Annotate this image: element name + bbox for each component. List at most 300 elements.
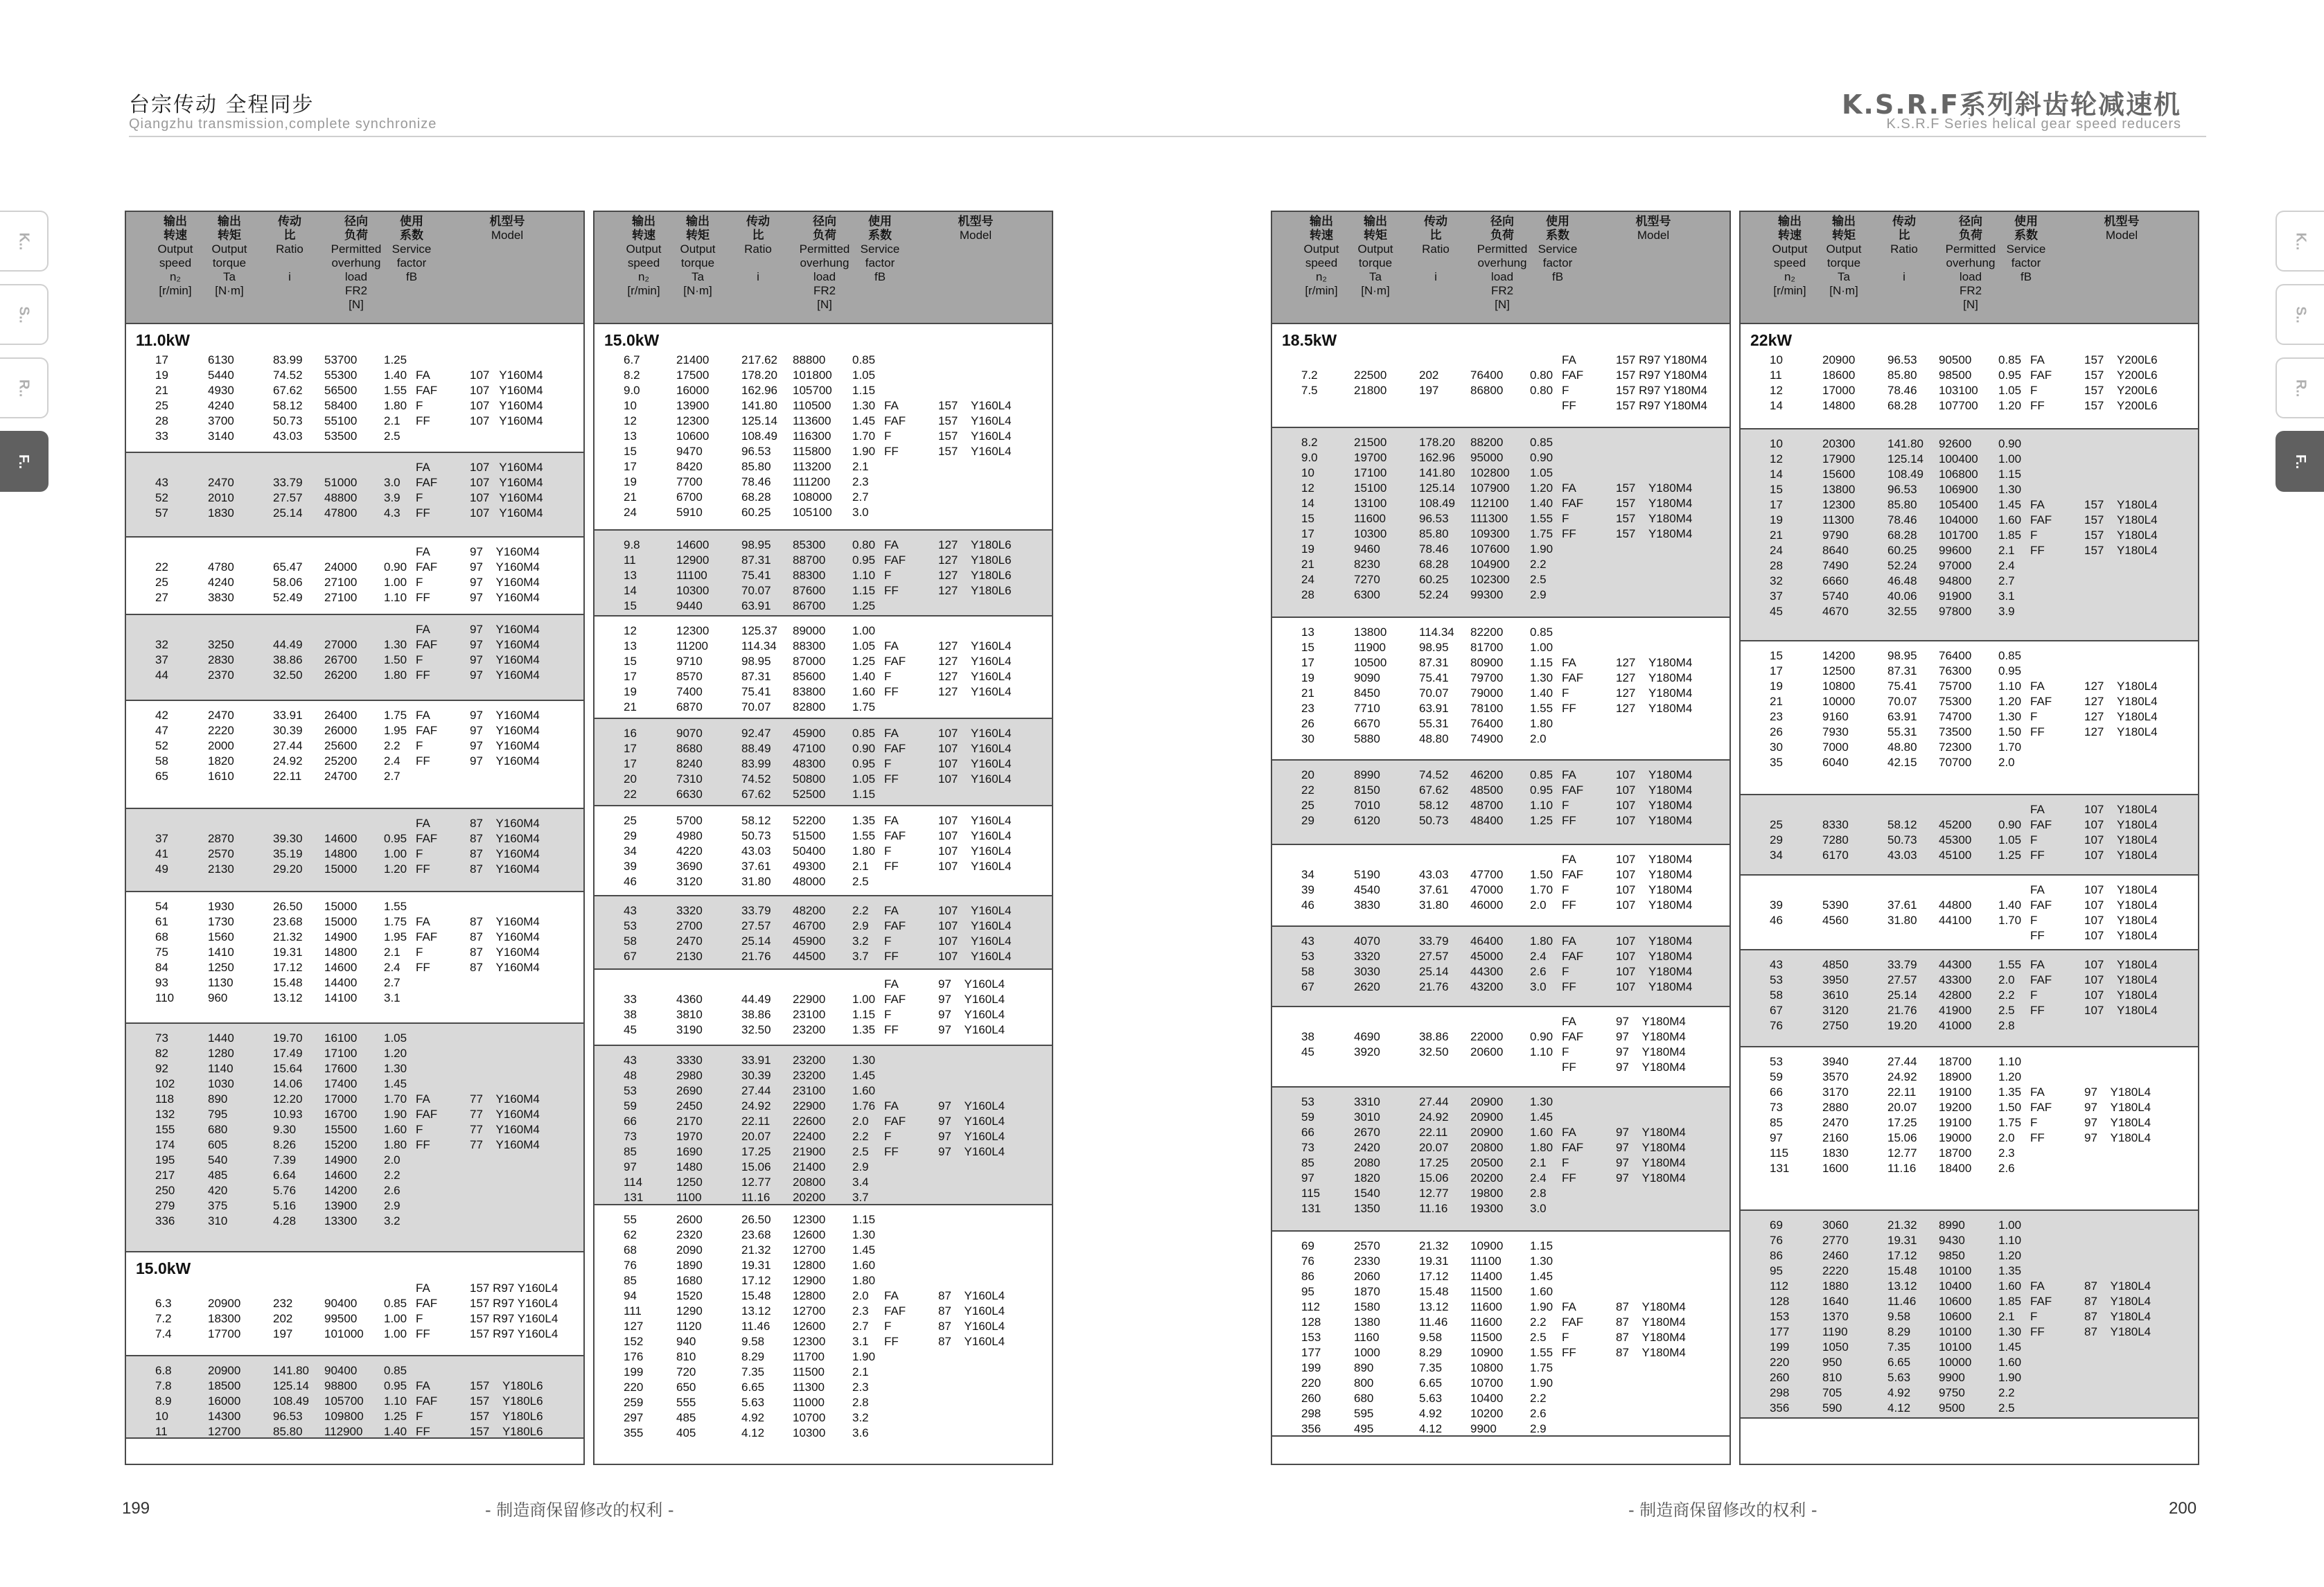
table-row <box>1741 467 2198 482</box>
table-cell: 2.9 <box>852 1160 869 1173</box>
table-cell: 14600 <box>324 1169 358 1182</box>
table-cell: 20900 <box>1470 1110 1504 1124</box>
table-cell: 162.96 <box>741 384 777 397</box>
table-cell: 540 <box>208 1153 228 1167</box>
table-cell: FAF <box>416 1394 438 1408</box>
table-cell: 47 <box>155 724 168 737</box>
table-cell: 107 Y160L4 <box>938 814 1012 827</box>
table-cell: 127 Y180M4 <box>1616 702 1693 715</box>
table-cell: 48800 <box>324 491 358 504</box>
table-cell: 1.40 <box>384 369 407 382</box>
table-cell: 10100 <box>1939 1325 1972 1338</box>
table-cell: 18400 <box>1939 1162 1972 1175</box>
table-cell: 45000 <box>1470 950 1504 963</box>
table-cell: 87 Y160M4 <box>470 930 540 943</box>
table-cell: 10400 <box>1939 1279 1972 1293</box>
table-row <box>595 1007 1052 1022</box>
table-cell: 890 <box>1354 1361 1374 1374</box>
table-cell: 39.30 <box>273 832 303 845</box>
table-cell: 78.46 <box>741 475 771 488</box>
table-cell: 6.64 <box>273 1169 297 1182</box>
table-cell: 97 Y160M4 <box>470 739 540 752</box>
table-cell: 2.3 <box>1998 1146 2015 1160</box>
table-row <box>1741 543 2198 558</box>
table-cell: 157 R97 Y180M4 <box>1616 384 1708 397</box>
table-cell: FAF <box>1562 783 1584 797</box>
column-header <box>387 215 437 284</box>
table-cell: 1.55 <box>384 900 407 913</box>
table-cell: 17.25 <box>1887 1116 1917 1129</box>
table-row <box>1272 934 1729 949</box>
column-header-en: Ratio i <box>1890 242 1918 283</box>
table-cell: 1560 <box>208 930 234 943</box>
table-cell: 88.49 <box>741 742 771 755</box>
table-cell: 4240 <box>208 399 234 412</box>
table-cell: 87 Y160M4 <box>470 915 540 928</box>
table-cell: 4690 <box>1354 1030 1380 1043</box>
table-cell: 85600 <box>793 670 826 683</box>
table-cell: 46 <box>624 875 637 888</box>
table-cell: 2.1 <box>852 1365 869 1378</box>
table-cell: 4540 <box>1354 883 1380 896</box>
table-row <box>1272 1140 1729 1155</box>
table-cell: 4.92 <box>1419 1407 1443 1420</box>
table-cell: 11500 <box>1470 1331 1503 1344</box>
table-cell: 21.32 <box>1419 1239 1449 1252</box>
table-cell: 50.73 <box>273 414 303 427</box>
table-cell: 55 <box>624 1213 637 1226</box>
table-cell: 5740 <box>1822 589 1849 603</box>
table-cell: 27000 <box>324 638 358 651</box>
column-header-cn: 输出 转速 <box>632 215 655 242</box>
table-cell: 11.46 <box>741 1320 771 1333</box>
table-cell: FF <box>2030 1131 2045 1144</box>
table-cell: 5700 <box>676 814 703 827</box>
power-group <box>126 1024 583 1252</box>
table-cell: 97 Y160L4 <box>938 993 1005 1006</box>
column-header <box>1883 215 1925 284</box>
table-cell: 199 <box>1770 1340 1790 1354</box>
column-header-en: Output speed n₂ [r/min] <box>1303 242 1339 297</box>
table-cell: 14 <box>624 584 637 597</box>
table-cell: 1.80 <box>384 399 407 412</box>
table-cell: FA <box>884 814 899 827</box>
table-cell: 11 <box>624 553 636 567</box>
table-cell: 177 <box>1301 1346 1321 1359</box>
table-cell: 1.20 <box>1530 481 1553 495</box>
table-cell: 1.75 <box>852 700 876 713</box>
table-cell: 22 <box>624 788 637 801</box>
table-cell: 97000 <box>1939 559 1972 572</box>
table-cell: 11300 <box>1822 513 1855 526</box>
table-cell: 2130 <box>676 950 703 963</box>
table-cell: 44100 <box>1939 914 1972 927</box>
side-tab-k[interactable]: K.. <box>0 211 49 272</box>
table-cell: 1.55 <box>1530 512 1553 525</box>
column-header <box>208 215 251 298</box>
table-row <box>595 756 1052 772</box>
table-cell: FF <box>884 584 899 597</box>
table-cell: 66 <box>1301 1126 1314 1139</box>
table-cell: 1.40 <box>1530 686 1553 700</box>
table-cell: 13800 <box>1354 626 1387 639</box>
table-row <box>1272 898 1729 913</box>
table-cell: 97 Y160M4 <box>470 668 540 682</box>
table-cell: 2060 <box>1354 1270 1380 1283</box>
table-cell: F <box>1562 1045 1569 1058</box>
table-cell: 4980 <box>676 829 703 842</box>
table-row <box>595 1129 1052 1144</box>
table-cell: 3.7 <box>852 1191 869 1204</box>
table-cell: 1.60 <box>852 1259 876 1272</box>
table-cell: 7000 <box>1822 741 1849 754</box>
table-row <box>1272 783 1729 798</box>
column-header <box>317 215 395 312</box>
table-cell: 1.00 <box>384 1327 407 1340</box>
side-tab-s[interactable]: S.. <box>2275 284 2324 345</box>
selection-table-3 <box>1271 211 1731 1465</box>
table-cell: 75700 <box>1939 680 1972 693</box>
table-cell: 67 <box>1301 980 1314 993</box>
table-cell: 2.6 <box>384 1184 400 1197</box>
table-cell: 27.57 <box>1419 950 1449 963</box>
table-cell: 10700 <box>793 1411 826 1424</box>
table-cell: 14600 <box>324 832 358 845</box>
table-cell: 1.35 <box>1998 1085 2022 1099</box>
table-cell: 1.95 <box>384 724 407 737</box>
table-cell: 485 <box>676 1411 696 1424</box>
table-row <box>595 934 1052 949</box>
column-header <box>948 215 1003 242</box>
table-cell: 15.06 <box>1887 1131 1917 1144</box>
table-cell: 52 <box>155 491 168 504</box>
table-cell: 8450 <box>1354 686 1380 700</box>
table-cell: 1.40 <box>1998 898 2022 912</box>
table-cell: 73 <box>624 1130 637 1143</box>
table-cell: 356 <box>1770 1401 1790 1415</box>
table-row <box>1741 817 2198 833</box>
table-cell: FF <box>1562 814 1576 827</box>
table-row <box>1741 528 2198 543</box>
table-row <box>126 1198 583 1214</box>
table-cell: 4.12 <box>1419 1422 1443 1435</box>
table-cell: 279 <box>155 1199 175 1212</box>
table-cell: FF <box>2030 544 2045 557</box>
table-cell: 25.14 <box>1887 988 1917 1002</box>
table-cell: 12.77 <box>1887 1146 1917 1160</box>
table-cell: 10800 <box>1822 680 1856 693</box>
table-cell: 78.46 <box>1887 384 1917 397</box>
table-cell: FF <box>1562 1346 1576 1359</box>
table-cell: 91900 <box>1939 589 1972 603</box>
table-cell: 2.2 <box>852 904 869 917</box>
table-cell: 131 <box>1301 1202 1321 1215</box>
table-cell: 11300 <box>793 1381 825 1394</box>
table-row <box>595 1144 1052 1160</box>
table-row <box>1741 1070 2198 1085</box>
table-cell: 232 <box>273 1297 293 1310</box>
table-cell: 2.0 <box>852 1289 869 1302</box>
table-row <box>126 1137 583 1153</box>
table-cell: 6.3 <box>155 1297 172 1310</box>
table-row <box>595 1334 1052 1349</box>
table-cell: 49300 <box>793 860 826 873</box>
table-cell: 97 Y160M4 <box>470 591 540 604</box>
table-row <box>595 669 1052 684</box>
table-cell: 3570 <box>1822 1070 1849 1083</box>
table-cell: 1.50 <box>384 653 407 666</box>
table-cell: FAF <box>884 553 906 567</box>
table-cell: 7310 <box>676 772 703 786</box>
table-cell: 19700 <box>1354 451 1387 464</box>
power-group <box>1272 927 1729 1007</box>
table-row <box>1272 1421 1729 1437</box>
table-row <box>1741 913 2198 928</box>
table-cell: 44500 <box>793 950 826 963</box>
table-row <box>595 1365 1052 1380</box>
table-cell: 2370 <box>208 668 234 682</box>
table-row <box>126 1183 583 1198</box>
table-cell: 5880 <box>1354 732 1380 745</box>
table-cell: 85 <box>1770 1116 1783 1129</box>
table-cell: 705 <box>1822 1386 1842 1399</box>
table-cell: 17900 <box>1822 452 1856 466</box>
table-row <box>126 930 583 945</box>
table-cell: 29.20 <box>273 862 303 876</box>
table-cell: 2.9 <box>384 1199 400 1212</box>
table-row <box>1272 1094 1729 1110</box>
table-cell: 11.16 <box>1887 1162 1917 1175</box>
side-tab-f[interactable]: F.. <box>0 431 49 492</box>
table-cell: 111300 <box>1470 512 1508 525</box>
table-cell: 1610 <box>208 770 234 783</box>
table-cell: 8.9 <box>155 1394 172 1408</box>
side-tab-f[interactable]: F.. <box>2275 431 2324 492</box>
table-cell: 3010 <box>1354 1110 1380 1124</box>
table-cell: 2.5 <box>852 875 869 888</box>
table-cell: 7.8 <box>155 1379 172 1392</box>
table-cell: 10000 <box>1822 695 1856 708</box>
table-cell: 97 Y160M4 <box>470 576 540 589</box>
table-cell: 15.06 <box>1419 1171 1449 1185</box>
table-cell: 15.48 <box>273 976 303 989</box>
table-cell: 22400 <box>793 1130 826 1143</box>
table-cell: 1.90 <box>1530 542 1553 556</box>
table-row <box>1272 852 1729 867</box>
table-cell: 20200 <box>1470 1171 1504 1185</box>
table-cell: 0.85 <box>384 1364 407 1377</box>
table-cell: 21900 <box>793 1145 826 1158</box>
table-cell: 21 <box>155 384 168 397</box>
table-cell: 95 <box>1770 1264 1783 1277</box>
table-cell: 495 <box>1354 1422 1374 1435</box>
table-cell: 101000 <box>324 1327 364 1340</box>
table-cell: 1410 <box>208 946 234 959</box>
table-cell: 68.28 <box>741 490 771 504</box>
table-cell: 97 Y180L4 <box>2084 1101 2151 1114</box>
table-cell: 0.90 <box>384 560 407 574</box>
table-cell: 87 Y160M4 <box>470 832 540 845</box>
table-cell: 78.46 <box>1887 513 1917 526</box>
table-cell: 23100 <box>793 1008 826 1021</box>
power-group <box>595 324 1052 531</box>
table-cell: 2320 <box>676 1228 703 1241</box>
table-row <box>595 459 1052 475</box>
table-cell: 32.50 <box>741 1023 771 1036</box>
table-cell: FF <box>1562 898 1576 912</box>
table-cell: 2220 <box>208 724 234 737</box>
table-cell: 19000 <box>1939 1131 1972 1144</box>
table-cell: 107 Y180M4 <box>1616 868 1693 881</box>
table-cell: 17 <box>624 742 637 755</box>
table-cell: 97 Y180M4 <box>1616 1015 1686 1028</box>
table-cell: 1.90 <box>1998 1371 2022 1384</box>
table-row <box>595 429 1052 444</box>
table-cell: 14 <box>1770 468 1783 481</box>
table-cell: 13900 <box>324 1199 358 1212</box>
table-cell: 33 <box>624 993 637 1006</box>
table-cell: 28 <box>155 414 168 427</box>
table-row <box>1272 867 1729 883</box>
table-row <box>595 977 1052 992</box>
table-cell: 33 <box>155 429 168 443</box>
table-row <box>595 383 1052 398</box>
table-cell: 9090 <box>1354 671 1380 684</box>
table-cell: 12900 <box>793 1274 826 1287</box>
table-cell: 125.14 <box>1887 452 1924 466</box>
table-cell: 0.90 <box>1530 451 1553 464</box>
side-tab-k[interactable]: K.. <box>2275 211 2324 272</box>
table-cell: 220 <box>1770 1356 1790 1369</box>
table-cell: 107 Y160M4 <box>470 461 543 474</box>
table-row <box>1272 398 1729 414</box>
table-cell: 45 <box>1770 605 1783 618</box>
table-cell: 23 <box>1770 710 1783 723</box>
table-cell: 89000 <box>793 624 826 637</box>
table-row <box>126 1092 583 1107</box>
table-cell: 35.19 <box>273 847 303 860</box>
table-cell: 17 <box>1301 656 1314 669</box>
side-tab-r[interactable]: R.. <box>2275 357 2324 418</box>
table-cell: 10800 <box>1470 1361 1504 1374</box>
table-cell: 19 <box>1301 671 1314 684</box>
table-cell: 22900 <box>793 993 826 1006</box>
table-cell: 7.4 <box>155 1327 172 1340</box>
table-cell: FA <box>416 461 430 474</box>
table-cell: 15000 <box>324 862 358 876</box>
table-cell: 19 <box>624 685 637 698</box>
table-cell: 56500 <box>324 384 358 397</box>
table-cell: 5190 <box>1354 868 1380 881</box>
table-cell: 17 <box>1770 498 1783 511</box>
table-cell: 8.2 <box>1301 436 1318 449</box>
table-cell: 70.07 <box>1419 686 1449 700</box>
table-cell: 125.14 <box>273 1379 309 1392</box>
table-cell: 1.10 <box>384 591 407 604</box>
table-cell: 112 <box>1301 1300 1321 1313</box>
table-cell: 38.86 <box>1419 1030 1449 1043</box>
table-cell: 7.35 <box>741 1365 765 1378</box>
table-cell: 2420 <box>1354 1141 1380 1154</box>
table-cell: 11600 <box>1354 512 1387 525</box>
table-row <box>1272 1060 1729 1075</box>
table-cell: 58 <box>155 754 168 768</box>
table-row <box>1272 1171 1729 1186</box>
table-cell: 75 <box>155 946 168 959</box>
table-cell: 13.12 <box>1419 1300 1449 1313</box>
table-cell: 87 Y160M4 <box>470 946 540 959</box>
side-tab-s[interactable]: S.. <box>0 284 49 345</box>
table-cell: 2830 <box>208 653 234 666</box>
table-cell: 2470 <box>676 934 703 948</box>
table-cell: 70.07 <box>741 700 771 713</box>
table-cell: FA <box>1562 353 1576 366</box>
side-tab-r[interactable]: R.. <box>0 357 49 418</box>
table-cell: 27100 <box>324 591 358 604</box>
table-cell: 59 <box>624 1099 637 1112</box>
table-cell: F <box>2030 1310 2038 1323</box>
table-cell: 26700 <box>324 653 358 666</box>
table-cell: 17000 <box>1822 384 1856 397</box>
table-row <box>1272 732 1729 747</box>
table-cell: 107 Y160M4 <box>470 476 543 489</box>
table-cell: 96.53 <box>741 445 771 458</box>
table-cell: 2.0 <box>852 1115 869 1128</box>
table-cell: 48.80 <box>1887 741 1917 754</box>
table-cell: 76400 <box>1470 369 1504 382</box>
table-cell: 13900 <box>676 399 710 412</box>
power-group <box>126 892 583 1024</box>
table-cell: 128 <box>1301 1315 1321 1329</box>
table-cell: 11700 <box>793 1350 825 1363</box>
table-cell: FF <box>884 1023 899 1036</box>
table-cell: 76 <box>1770 1234 1783 1247</box>
table-cell: 65.47 <box>273 560 303 574</box>
table-cell: FA <box>1562 656 1576 669</box>
table-row <box>126 622 583 637</box>
table-cell: 6.65 <box>1419 1376 1443 1390</box>
table-cell: 112900 <box>324 1425 363 1438</box>
table-cell: 1.55 <box>384 384 407 397</box>
table-row <box>1272 813 1729 828</box>
table-cell: 355 <box>624 1426 644 1439</box>
table-row <box>126 1122 583 1137</box>
table-cell: 3330 <box>676 1054 703 1067</box>
table-row <box>1741 1324 2198 1340</box>
table-cell: 11 <box>1770 369 1782 382</box>
table-cell: 52.49 <box>273 591 303 604</box>
table-row <box>1741 1294 2198 1309</box>
table-row <box>126 960 583 975</box>
table-cell: 25 <box>1301 799 1314 812</box>
table-cell: FA <box>1562 934 1576 948</box>
header-series-subtitle: K.S.R.F Series helical gear speed reducers <box>1886 116 2181 132</box>
table-row <box>126 575 583 590</box>
table-cell: 202 <box>1419 369 1439 382</box>
table-cell: 1.45 <box>1998 1340 2022 1354</box>
column-header <box>2001 215 2051 284</box>
table-cell: 59 <box>1770 1070 1783 1083</box>
table-cell: 37.61 <box>1887 898 1917 912</box>
table-row <box>126 414 583 429</box>
table-cell: 6040 <box>1822 756 1849 769</box>
table-cell: 8.2 <box>624 369 640 382</box>
table-cell: F <box>416 1123 423 1136</box>
table-cell: 46 <box>1770 914 1783 927</box>
table-cell: 107 Y180L4 <box>2084 929 2158 942</box>
table-cell: FAF <box>884 742 906 755</box>
table-cell: 176 <box>624 1350 644 1363</box>
